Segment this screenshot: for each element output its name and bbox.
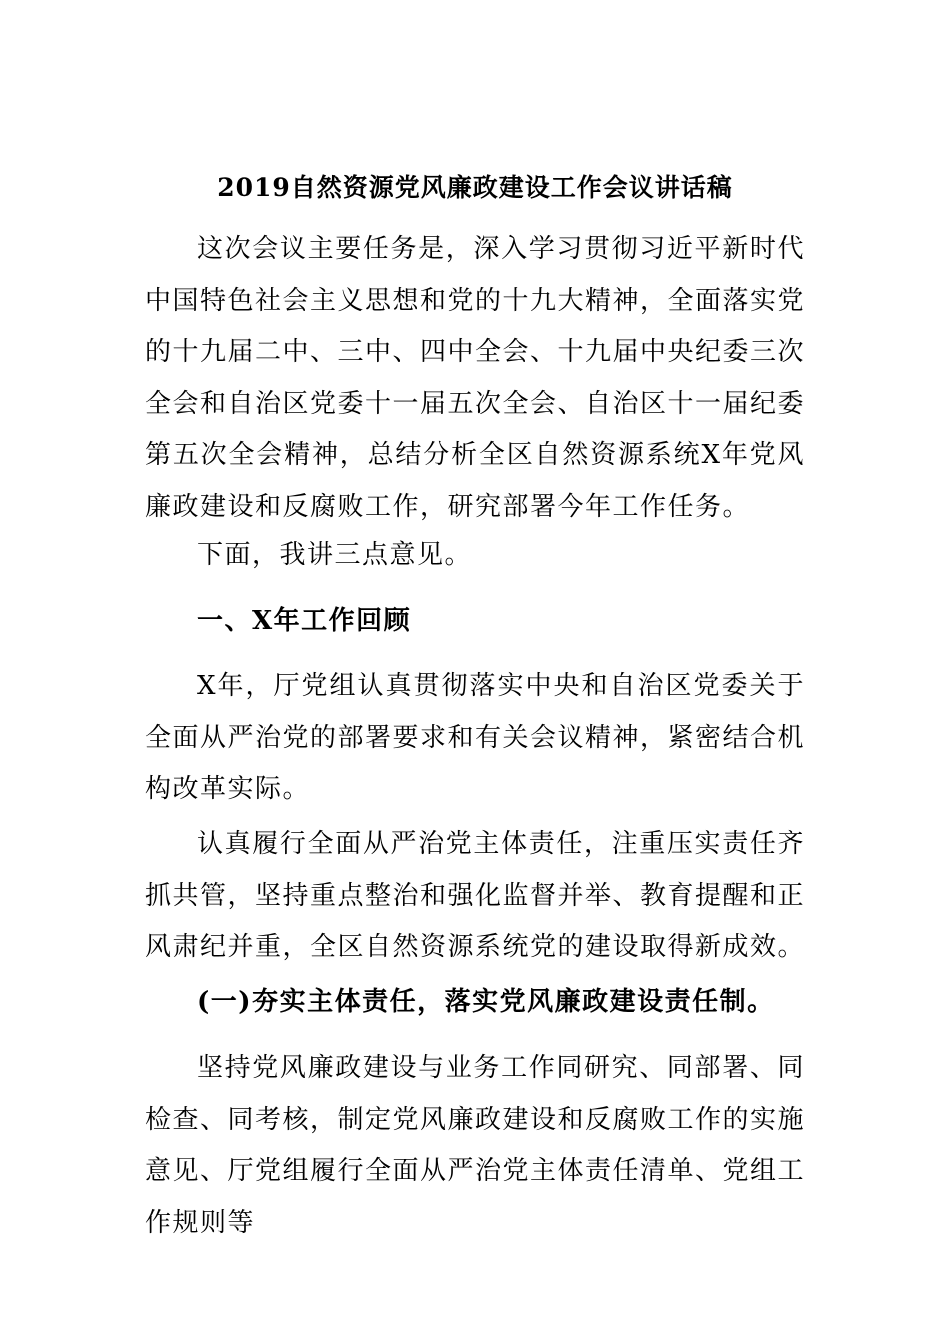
subsection-heading-main-responsibility: (一)夯实主体责任，落实党风廉政建设责任制。	[197, 987, 775, 1017]
section-heading-review: 一、X年工作回顾	[197, 606, 412, 636]
paragraph-responsibility: 认真履行全面从严治党主体责任，注重压实责任齐抓共管，坚持重点整治和强化监督并举、教育提醒和正风肃纪并重，全区自然资源系统党的建设取得新成效。	[145, 829, 806, 962]
paragraph-meeting-tasks: 这次会议主要任务是，深入学习贯彻习近平新时代中国特色社会主义思想和党的十九大精神，全面落实党的十九届二中、三中、四中全会、十九届中央纪委三次全会和自治区党委十一届五次全会、自治区十一届纪委第五次全会精神，总结分析全区自然资源系统X年党风廉政建设和反腐败工作，研究部署今年工作任务。	[145, 234, 806, 522]
paragraph-research-deploy: 坚持党风廉政建设与业务工作同研究、同部署、同检查、同考核，制定党风廉政建设和反腐败工作的实施意见、厅党组履行全面从严治党主体责任清单、党组工作规则等	[145, 1053, 806, 1238]
paragraph-three-points: 下面，我讲三点意见。	[197, 540, 473, 570]
paragraph-party-group: X年，厅党组认真贯彻落实中央和自治区党委关于全面从严治党的部署要求和有关会议精神，紧密结合机构改革实际。	[145, 671, 806, 804]
document-title: 2019自然资源党风廉政建设工作会议讲话稿	[217, 173, 733, 202]
